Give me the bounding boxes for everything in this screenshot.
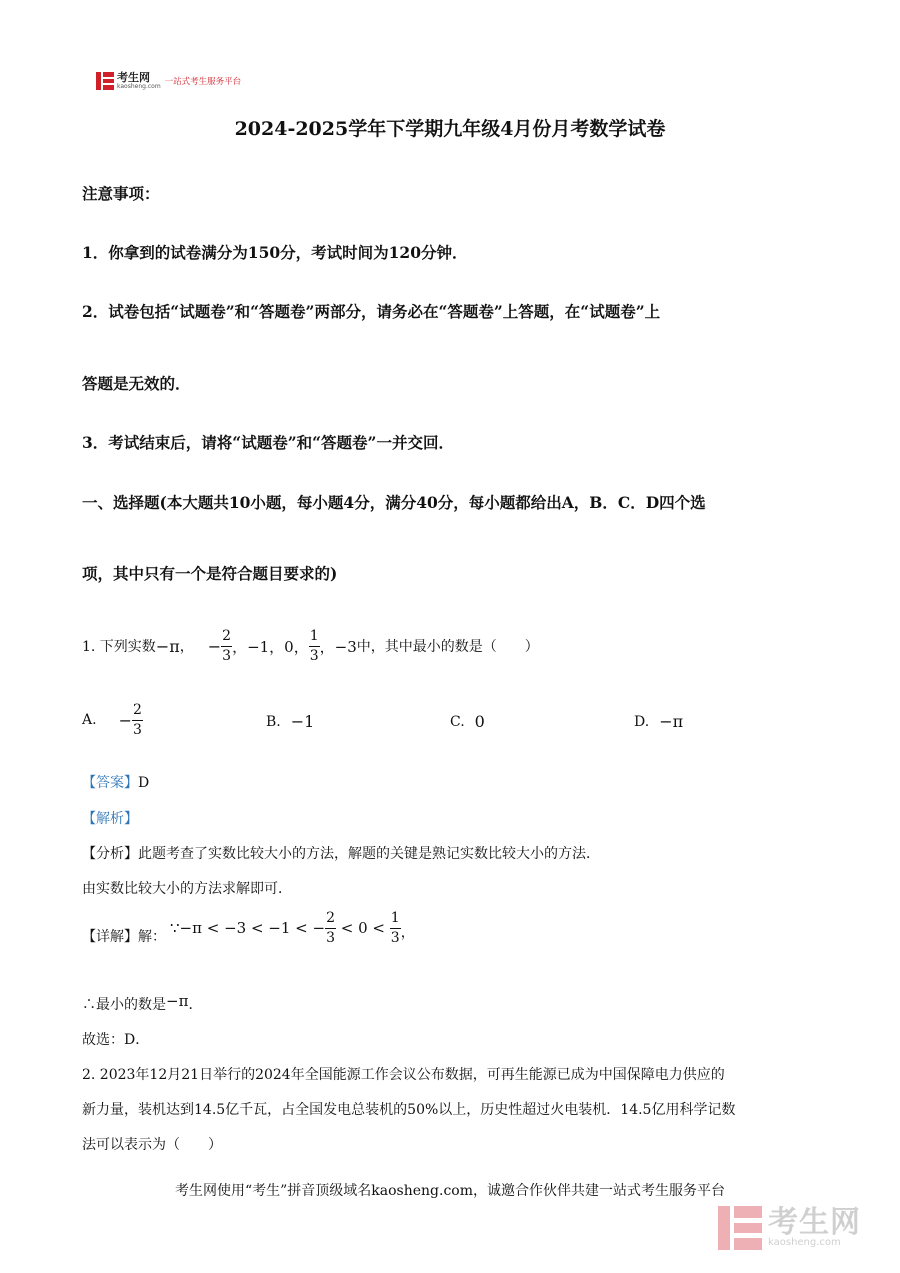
logo-domain: kaosheng.com xyxy=(117,83,161,90)
option-a-label: A. xyxy=(82,712,97,728)
q1-after-fraction: ，−3 xyxy=(319,637,357,656)
question-1-stem xyxy=(82,606,539,686)
fenxi-text: 此题考查了实数比较大小的方法，解题的关键是熟记实数比较大小的方法． xyxy=(138,846,600,862)
answer-value: D xyxy=(138,775,150,791)
method-line: 由实数比较大小的方法求解即可． xyxy=(82,881,292,897)
notice-item-1: 1．你拿到的试卷满分为150分，考试时间为120分钟． xyxy=(82,243,468,262)
kaosheng-logo-icon xyxy=(96,72,114,90)
q1-comma: ， xyxy=(179,639,194,655)
conclusion-end: ． xyxy=(188,997,203,1013)
section-heading-line-2: 项，其中只有一个是符合题目要求的) xyxy=(82,564,338,583)
option-a xyxy=(82,690,143,750)
conclusion-prefix: ∴最小的数是 xyxy=(82,997,166,1013)
answer-line xyxy=(82,772,149,792)
watermark-domain: kaosheng.com xyxy=(768,1237,841,1248)
q1-neg-pi: −π xyxy=(155,636,180,656)
q1-fraction-one-third: $\frac{1}{3}$ xyxy=(309,627,319,664)
detail-prefix: 解： xyxy=(138,929,166,945)
option-b-label: B. xyxy=(266,713,281,730)
analysis-tag: 【解析】 xyxy=(82,811,138,827)
notice-item-3: 3．考试结束后，请将“试题卷”和“答题卷”一并交回． xyxy=(82,433,454,452)
notice-item-2-line-2: 答题是无效的． xyxy=(82,374,191,393)
q1-prefix: 1. 下列实数 xyxy=(82,639,156,655)
conclusion-value: −π xyxy=(166,992,189,1010)
inequality-fraction-one-third: $\frac{1}{3}$ xyxy=(390,909,400,946)
q1-suffix: 中，其中最小的数是（ ） xyxy=(356,639,539,655)
q1-middle-values: ，−1，0， xyxy=(232,637,309,656)
inequality-left: ∵−π < −3 < −1 < − xyxy=(170,919,326,937)
option-d xyxy=(634,712,683,731)
header-logo xyxy=(96,72,241,90)
inequality-middle: < 0 < xyxy=(336,919,390,937)
option-c-label: C. xyxy=(450,713,465,730)
question-2-line-1: 2. 2023年12月21日举行的2024年全国能源工作会议公布数据，可再生能源已成为中国保障电力供应的 xyxy=(82,1067,725,1083)
inequality-end: ， xyxy=(400,925,415,941)
notice-item-2-line-1: 2．试卷包括“试题卷”和“答题卷”两部分，请务必在“答题卷”上答题，在“试题卷”上 xyxy=(82,302,661,321)
option-a-fraction: $\frac{2}{3}$ xyxy=(132,701,142,738)
option-b-value: −1 xyxy=(290,712,315,731)
inequality-fraction-two-thirds: $\frac{2}{3}$ xyxy=(326,909,335,946)
logo-slogan: 一站式考生服务平台 xyxy=(164,77,242,87)
detail-line xyxy=(82,906,415,966)
conclusion-line xyxy=(82,994,202,1014)
option-d-label: D. xyxy=(634,713,650,730)
question-2-line-2: 新力量，装机达到14.5亿千瓦，占全国发电总装机的50%以上，历史性超过火电装机．14.5亿用科学记数 xyxy=(82,1102,736,1118)
answer-tag: 【答案】 xyxy=(82,775,138,791)
option-c xyxy=(450,712,485,731)
fenxi-tag: 【分析】 xyxy=(82,846,138,862)
question-2-line-3: 法可以表示为（ ） xyxy=(82,1137,222,1153)
q1-fraction-two-thirds: $\frac{2}{3}$ xyxy=(222,627,232,664)
choose-line: 故选：D． xyxy=(82,1032,150,1048)
logo-name: 考生网 xyxy=(117,71,150,84)
page-title: 2024-2025学年下学期九年级4月份月考数学试卷 xyxy=(234,118,666,140)
detail-tag: 【详解】 xyxy=(82,929,138,945)
kaosheng-watermark-icon xyxy=(718,1206,762,1250)
option-a-sign: − xyxy=(118,710,132,730)
option-d-value: −π xyxy=(659,712,684,731)
page-footer: 考生网使用“考生”拼音顶级域名kaosheng.com，诚邀合作伙伴共建一站式考生服务平台 xyxy=(174,1183,726,1199)
section-heading-line-1: 一、选择题(本大题共10小题，每小题4分，满分40分，每小题都给出A，B．C．D四个选 xyxy=(82,493,706,512)
watermark-name: 考生网 xyxy=(768,1205,861,1240)
watermark xyxy=(718,1206,861,1250)
option-c-value: 0 xyxy=(474,712,485,731)
option-b xyxy=(266,712,314,731)
q1-minus-sign: − xyxy=(207,636,222,656)
notice-heading: 注意事项： xyxy=(82,184,160,203)
fenxi-line xyxy=(82,843,600,863)
